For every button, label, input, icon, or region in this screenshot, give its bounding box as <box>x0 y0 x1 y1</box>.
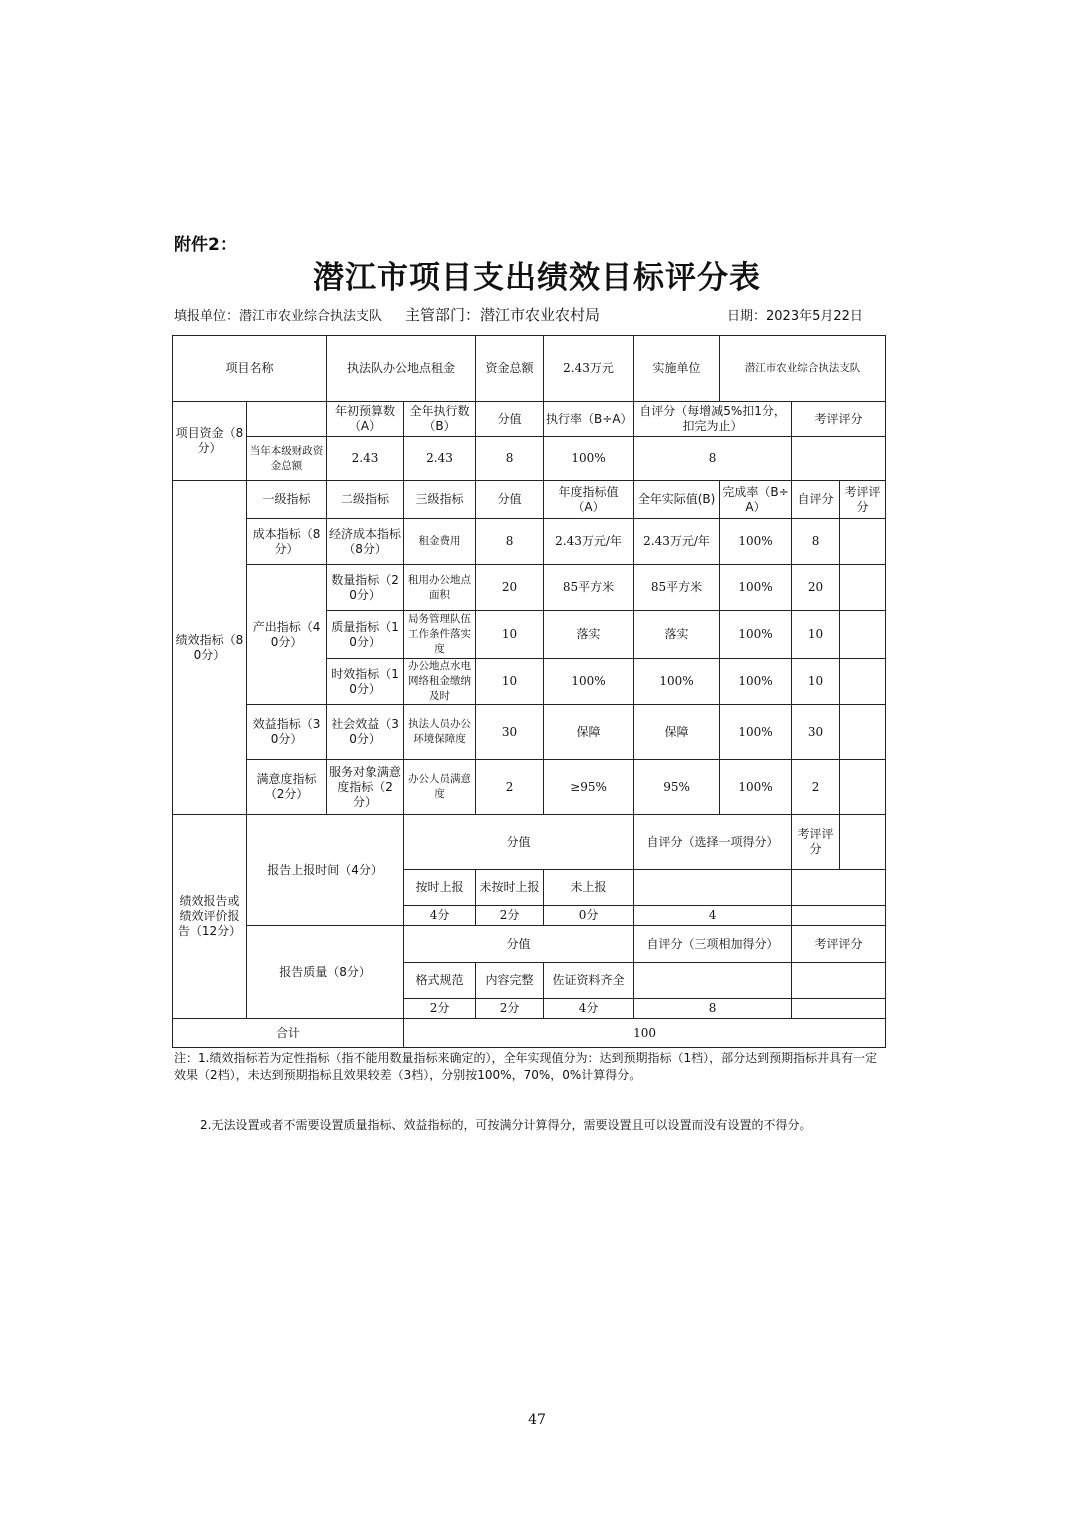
cell-header: 分值 <box>404 926 634 963</box>
cell-level3: 局务管理队伍工作条件落实度 <box>404 611 476 659</box>
cell-level1: 成本指标（8分） <box>247 519 327 565</box>
cell-level1: 产出指标（40分） <box>247 565 327 705</box>
cell-option: 按时上报 <box>404 870 476 906</box>
cell-empty <box>840 815 886 870</box>
cell-value: 100% <box>544 437 634 481</box>
cell-header: 年初预算数（A） <box>327 402 404 437</box>
cell-value <box>840 611 886 659</box>
page-number: 47 <box>528 1412 546 1428</box>
cell-fund-total: 2.43万元 <box>544 336 634 402</box>
cell-value: 100% <box>720 705 792 760</box>
cell-value: 2 <box>792 760 840 815</box>
cell-value <box>840 659 886 705</box>
score-table <box>172 335 886 1048</box>
table-row <box>173 815 886 870</box>
cell-level2: 经济成本指标（8分） <box>327 519 404 565</box>
table-row <box>173 437 886 481</box>
cell-value: 10 <box>792 611 840 659</box>
cell-value: 30 <box>476 705 544 760</box>
cell-level3: 租用办公地点面积 <box>404 565 476 611</box>
cell-value: 85平方米 <box>544 565 634 611</box>
cell-level2: 服务对象满意度指标（2分） <box>327 760 404 815</box>
cell-header: 分值 <box>476 402 544 437</box>
cell-level3: 租金费用 <box>404 519 476 565</box>
cell-level2: 数量指标（20分） <box>327 565 404 611</box>
note-2: 2.无法设置或者不需要设置质量指标、效益指标的，可按满分计算得分，需要设置且可以设置而没有设置的不得分。 <box>200 1118 812 1132</box>
cell-value: 2分 <box>404 999 476 1019</box>
cell-value: 2分 <box>476 999 544 1019</box>
cell-header: 考评评分 <box>792 815 840 870</box>
cell-value: 2.43万元/年 <box>544 519 634 565</box>
cell-value: 100% <box>720 659 792 705</box>
cell-report-quality-label: 报告质量（8分） <box>247 926 404 1019</box>
cell-empty <box>792 870 886 906</box>
cell-value: 100% <box>544 659 634 705</box>
fill-unit: 填报单位：潜江市农业综合执法支队 <box>174 309 383 324</box>
cell-value <box>840 760 886 815</box>
cell-value: 4分 <box>544 999 634 1019</box>
cell-value: ≥95% <box>544 760 634 815</box>
cell-level1: 效益指标（30分） <box>247 705 327 760</box>
cell-empty <box>792 906 886 926</box>
cell-value: 100% <box>720 611 792 659</box>
cell-header: 二级指标 <box>327 481 404 519</box>
cell-value <box>840 705 886 760</box>
cell-header: 一级指标 <box>247 481 327 519</box>
cell-level3: 办公地点水电网络租金缴纳及时 <box>404 659 476 705</box>
cell-header: 考评评分 <box>792 402 886 437</box>
cell-value: 100% <box>720 760 792 815</box>
cell-header: 考评评分 <box>840 481 886 519</box>
cell-header: 分值 <box>476 481 544 519</box>
note-1: 注：1.绩效指标若为定性指标（指不能用数量指标来确定的），全年实现值分为：达到预期指标（1档），部分达到预期指标并具有一定效果（2档），未达到预期指标且效果较差（3档），分别按100%，70%，0%计算得分。 <box>174 1051 878 1082</box>
attachment-label: 附件2： <box>174 235 237 255</box>
cell-total-value: 100 <box>404 1019 886 1048</box>
table-row <box>173 760 886 815</box>
cell-total-label: 合计 <box>173 1019 404 1048</box>
cell-project-name-label: 项目名称 <box>173 336 327 402</box>
cell-option: 未上报 <box>544 870 634 906</box>
page-title: 潜江市项目支出绩效目标评分表 <box>313 260 761 296</box>
cell-value: 8 <box>634 999 792 1019</box>
cell-value: 100% <box>720 565 792 611</box>
cell-option: 格式规范 <box>404 963 476 999</box>
cell-value: 8 <box>476 437 544 481</box>
cell-empty <box>792 963 886 999</box>
cell-value: 2分 <box>476 906 544 926</box>
table-row <box>173 565 886 611</box>
cell-value: 10 <box>792 659 840 705</box>
cell-empty <box>634 870 792 906</box>
cell-perf-label: 绩效指标（80分） <box>173 481 247 815</box>
cell-value: 10 <box>476 611 544 659</box>
cell-option: 未按时上报 <box>476 870 544 906</box>
cell-empty <box>792 999 886 1019</box>
cell-level2: 社会效益（30分） <box>327 705 404 760</box>
cell-header: 自评分（选择一项得分） <box>634 815 792 870</box>
cell-fund-type: 当年本级财政资金总额 <box>247 437 327 481</box>
cell-value: 2.43 <box>327 437 404 481</box>
cell-value: 落实 <box>544 611 634 659</box>
cell-value: 8 <box>634 437 792 481</box>
cell-value: 85平方米 <box>634 565 720 611</box>
cell-value: 保障 <box>544 705 634 760</box>
cell-option: 佐证资料齐全 <box>544 963 634 999</box>
table-row <box>173 481 886 519</box>
cell-header: 年度指标值（A） <box>544 481 634 519</box>
cell-level3: 执法人员办公环境保障度 <box>404 705 476 760</box>
cell-value: 30 <box>792 705 840 760</box>
table-row <box>173 519 886 565</box>
cell-value: 20 <box>792 565 840 611</box>
cell-header: 分值 <box>404 815 634 870</box>
cell-header: 自评分（每增减5%扣1分，扣完为止） <box>634 402 792 437</box>
cell-header: 三级指标 <box>404 481 476 519</box>
cell-report-label: 绩效报告或绩效评价报告（12分） <box>173 815 247 1019</box>
cell-option: 内容完整 <box>476 963 544 999</box>
cell-header: 考评评分 <box>792 926 886 963</box>
cell-value: 2.43万元/年 <box>634 519 720 565</box>
table-row <box>173 336 886 402</box>
cell-project-name: 执法队办公地点租金 <box>327 336 476 402</box>
cell-impl-unit-label: 实施单位 <box>634 336 720 402</box>
cell-report-time-label: 报告上报时间（4分） <box>247 815 404 926</box>
cell-header: 全年执行数（B） <box>404 402 476 437</box>
cell-level1: 满意度指标（2分） <box>247 760 327 815</box>
cell-value: 4 <box>634 906 792 926</box>
cell-value: 95% <box>634 760 720 815</box>
table-row <box>173 1019 886 1048</box>
cell-value: 0分 <box>544 906 634 926</box>
cell-value <box>840 565 886 611</box>
cell-value: 2.43 <box>404 437 476 481</box>
cell-value: 8 <box>792 519 840 565</box>
cell-header: 执行率（B÷A） <box>544 402 634 437</box>
cell-empty <box>247 402 327 437</box>
cell-value: 2 <box>476 760 544 815</box>
cell-level3: 办公人员满意度 <box>404 760 476 815</box>
cell-value <box>792 437 886 481</box>
cell-level2: 时效指标（10分） <box>327 659 404 705</box>
table-row <box>173 926 886 963</box>
report-date: 日期：2023年5月22日 <box>727 309 863 324</box>
cell-header: 完成率（B÷A） <box>720 481 792 519</box>
cell-header: 自评分（三项相加得分） <box>634 926 792 963</box>
cell-value: 落实 <box>634 611 720 659</box>
cell-impl-unit: 潜江市农业综合执法支队 <box>720 336 886 402</box>
cell-value: 10 <box>476 659 544 705</box>
table-row <box>173 705 886 760</box>
cell-value: 8 <box>476 519 544 565</box>
cell-header: 全年实际值(B) <box>634 481 720 519</box>
cell-fund-label: 项目资金（8分） <box>173 402 247 481</box>
cell-header: 自评分 <box>792 481 840 519</box>
supervisor-dept: 主管部门：潜江市农业农村局 <box>405 306 601 324</box>
cell-value: 100% <box>720 519 792 565</box>
cell-value: 保障 <box>634 705 720 760</box>
cell-value: 100% <box>634 659 720 705</box>
table-row <box>173 402 886 437</box>
cell-value <box>840 519 886 565</box>
cell-value: 4分 <box>404 906 476 926</box>
cell-value: 20 <box>476 565 544 611</box>
cell-empty <box>634 963 792 999</box>
cell-level2: 质量指标（10分） <box>327 611 404 659</box>
cell-fund-total-label: 资金总额 <box>476 336 544 402</box>
